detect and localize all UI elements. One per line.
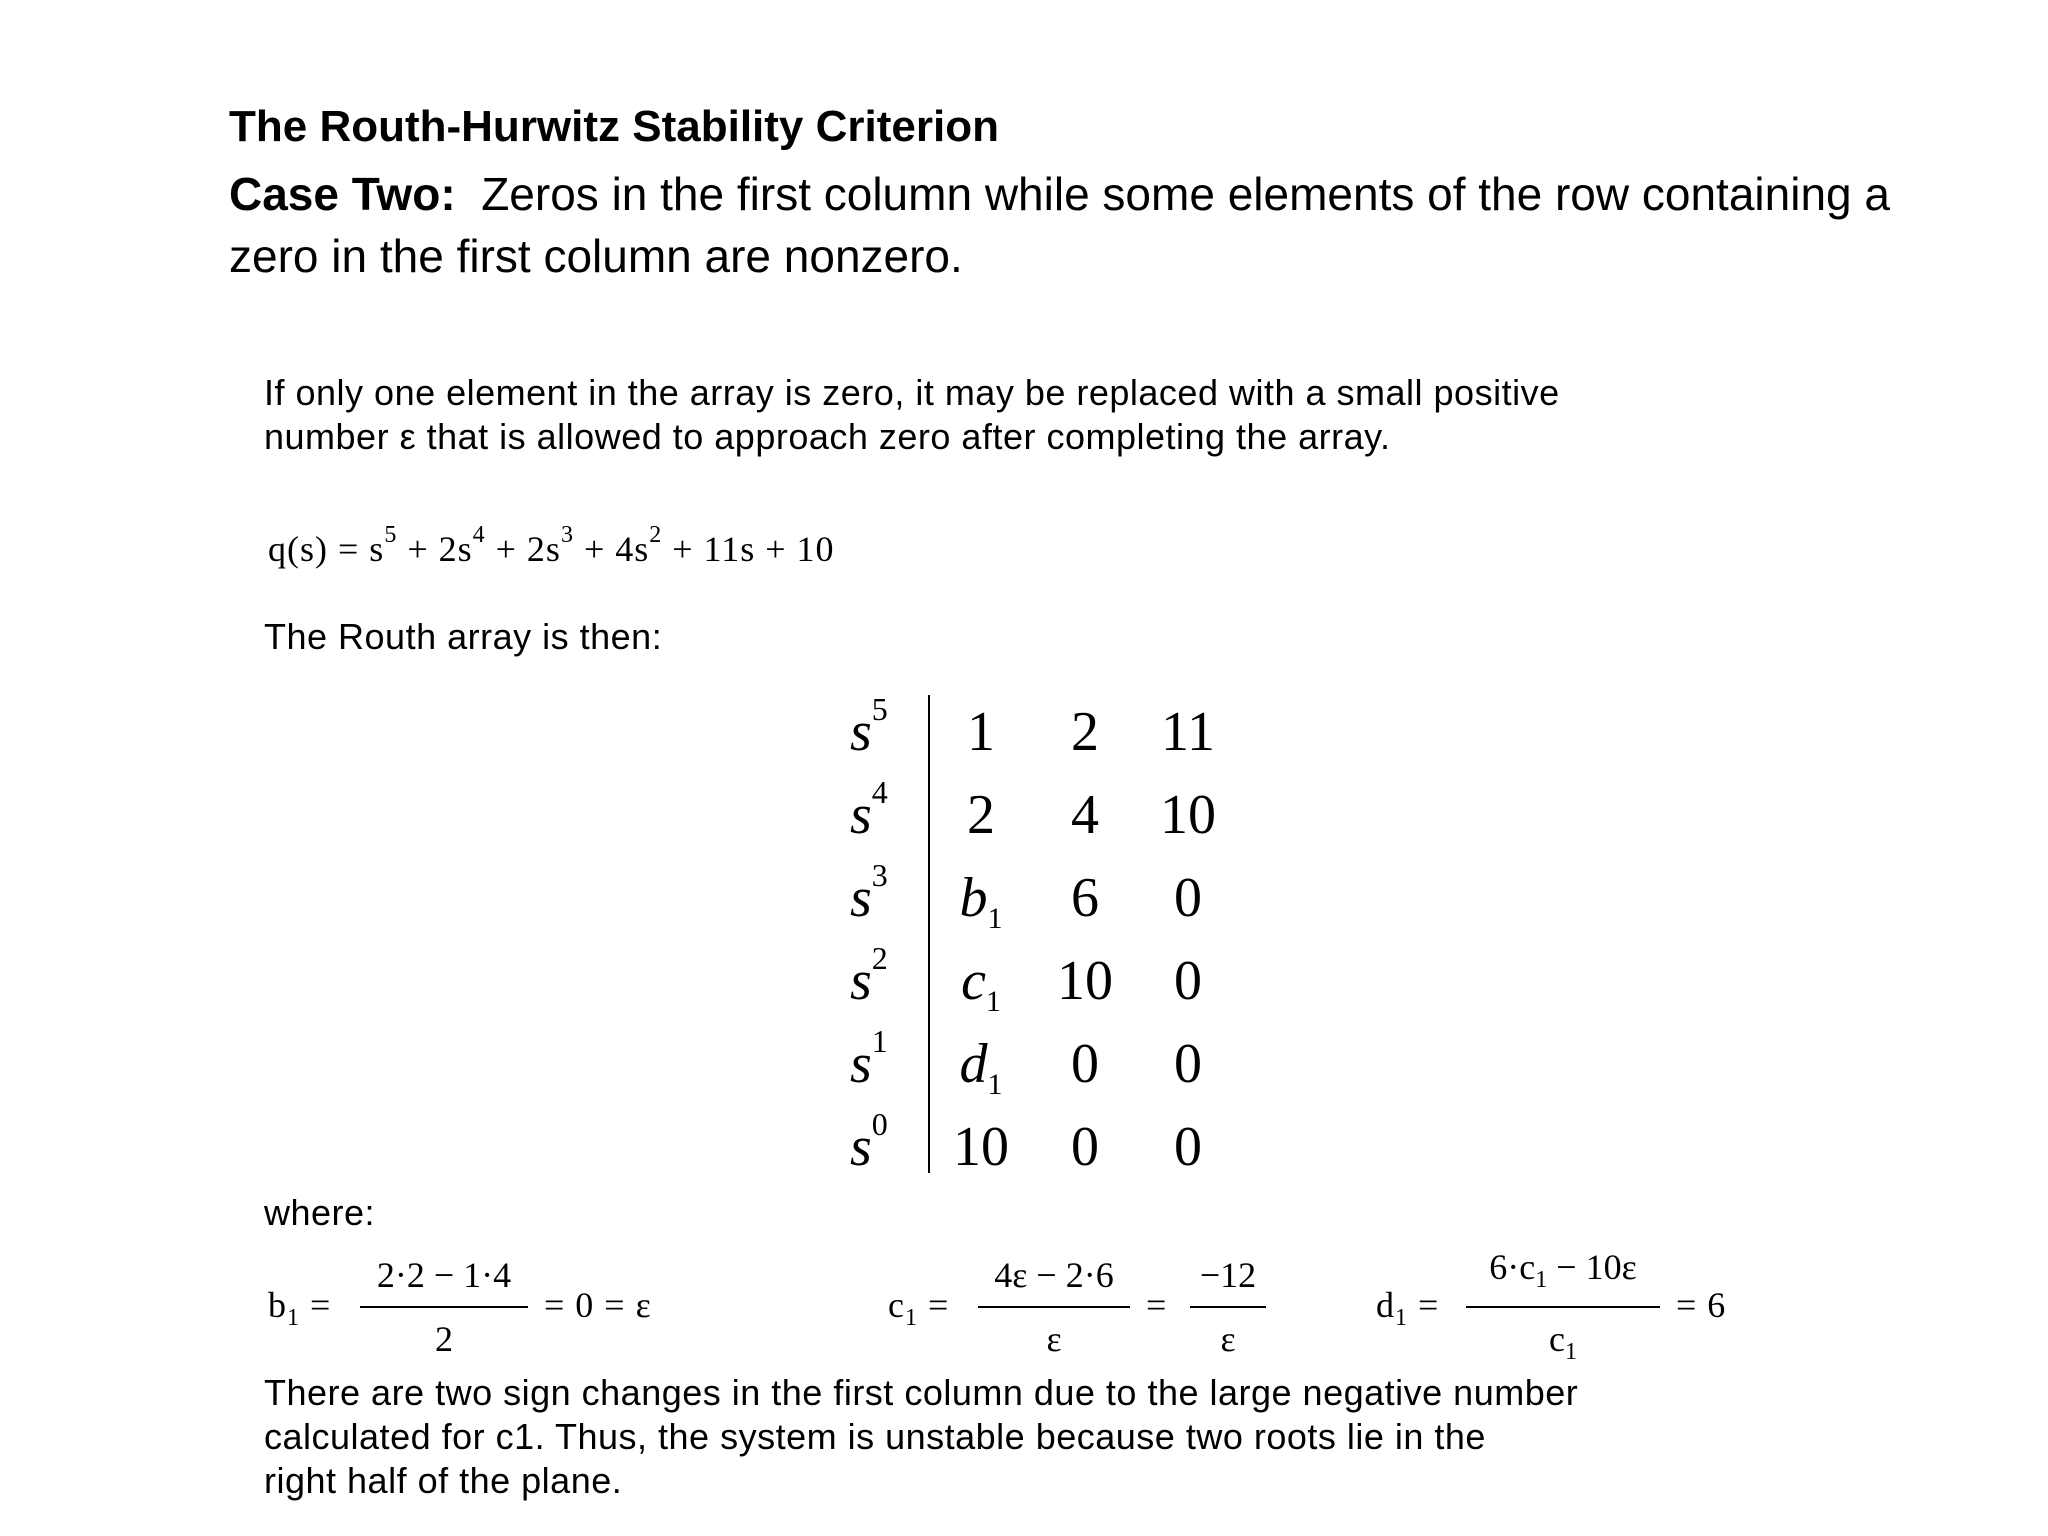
routh-row-label: $s^1$ (850, 1023, 888, 1095)
routh-cell: 2 (1071, 701, 1099, 763)
routh-cell: 0 (1071, 1116, 1099, 1178)
page-title: The Routh-Hurwitz Stability Criterion (229, 102, 999, 151)
routh-divider (928, 695, 930, 1173)
routh-cell: 2 (967, 784, 995, 846)
routh-row-label: $s^5$ (850, 691, 888, 763)
case-text: Zeros in the first column while some elements of the row containing a zero in the first column are nonzero. (229, 168, 1890, 282)
routh-row-label: $s^3$ (850, 857, 888, 929)
routh-cell: 0 (1174, 1116, 1202, 1178)
routh-row-label: $s^2$ (850, 940, 888, 1012)
routh-intro: The Routh array is then: (264, 616, 663, 657)
routh-cell: 10 (953, 1116, 1009, 1178)
routh-cell: $b_1$ (959, 867, 1003, 936)
routh-cell: 10 (1160, 784, 1216, 846)
conclusion-line-3: right half of the plane. (264, 1460, 623, 1501)
routh-cell: 1 (967, 701, 995, 763)
routh-cell: 6 (1071, 867, 1099, 929)
routh-cell: 0 (1174, 950, 1202, 1012)
conclusion-line-2: calculated for c1. Thus, the system is unstable because two roots lie in the (264, 1416, 1486, 1457)
routh-cell: $c_1$ (961, 950, 1001, 1019)
where-label: where: (264, 1192, 376, 1233)
case-label: Case Two: (229, 168, 456, 220)
routh-cell: 0 (1174, 867, 1202, 929)
case-description (229, 163, 1989, 287)
routh-cell: 0 (1174, 1033, 1202, 1095)
routh-cell: 4 (1071, 784, 1099, 846)
conclusion-line-1: There are two sign changes in the first column due to the large negative number (264, 1372, 1579, 1413)
routh-cell: 11 (1161, 701, 1215, 763)
intro-line-1: If only one element in the array is zero, it may be replaced with a small positive (264, 372, 1560, 413)
routh-row-label: $s^4$ (850, 774, 888, 846)
routh-cell: $d_1$ (959, 1033, 1003, 1102)
routh-cell: 10 (1057, 950, 1113, 1012)
routh-row-label: $s^0$ (850, 1106, 888, 1178)
polynomial-equation: $q(s) = s^5 + 2s^4 + 2s^3 + 4s^2 + 11s + 10$ (268, 522, 835, 569)
intro-line-2: number ε that is allowed to approach zero after completing the array. (264, 416, 1391, 457)
routh-cell: 0 (1071, 1033, 1099, 1095)
